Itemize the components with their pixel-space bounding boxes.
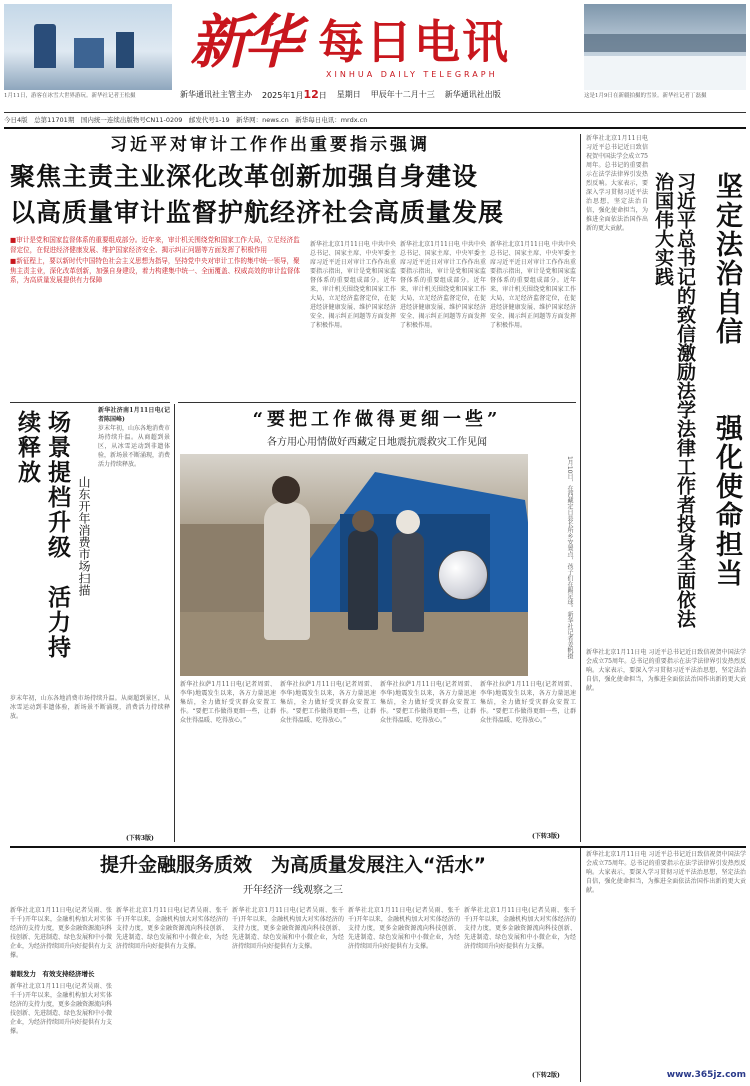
child-head-shape xyxy=(396,510,420,534)
left-column-body-bottom: 岁末年初，山东各地消费市场持续升温。从商超到景区，从冰雪运动到非遗体验，新场景不断涌现，消费活力持续释放。 xyxy=(10,695,170,720)
bottom-story-body-col-3: 新华社北京1月11日电(记者吴雨、张千千)开年以来，金融机构加大对实体经济的支持力度，更多金融资源流向科技创新、先进制造、绿色发展和中小微企业，为经济持续回升向好提供有力支撑。 xyxy=(232,907,344,950)
football-shape xyxy=(438,550,488,600)
right-column-body-top: 新华社北京1月11日电 习近平总书记近日致信祝贺中国法学会成立75周年。总书记的重要指示在法学法律界引发热烈反响。大家表示，要深入学习贯彻习近平法治思想，坚定法治自信，强化使命担当，为推进全面依法治国作出新的更大贡献。 xyxy=(586,135,648,232)
ice-sculpture-shape xyxy=(116,32,134,68)
masthead-logo-english: XINHUA DAILY TELEGRAPH xyxy=(326,70,498,79)
bottom-story-body-col-1: 新华社北京1月11日电(记者吴雨、张千千)开年以来，金融机构加大对实体经济的支持力度，更多金融资源流向科技创新、先进制造、绿色发展和中小微企业，为经济持续回升向好提供有力支撑。 xyxy=(10,907,112,959)
feature-body-col-4: 新华社拉萨1月11日电(记者周雷、李华)地震发生以来，各方力量迅速集结，全力做好受灾群众安置工作。“要把工作做得更细一些，让群众住得温暖、吃得放心。” xyxy=(480,681,576,724)
left-column-continue: (下转3版) xyxy=(126,835,154,842)
masthead-logo-calligraphy: 新华 xyxy=(190,8,299,76)
masthead-rule xyxy=(4,112,746,113)
bottom-story-body-col-4: 新华社北京1月11日电(记者吴雨、张千千)开年以来，金融机构加大对实体经济的支持力度，更多金融资源流向科技创新、先进制造、绿色发展和中小微企业，为经济持续回升向好提供有力支撑。 xyxy=(348,907,460,950)
left-column-headline: 场景提档升级 活力持续释放 xyxy=(14,410,70,660)
feature-top-rule xyxy=(178,402,576,403)
left-column-body: 岁末年初，山东各地消费市场持续升温。从商超到景区，从冰雪运动到非遗体验，新场景不断涌现，消费活力持续释放。 xyxy=(98,425,170,468)
right-column-divider xyxy=(580,134,581,842)
bottom-story-subsection: 着眼发力 有效支持经济增长 xyxy=(10,970,95,978)
child-head-shape xyxy=(352,510,374,532)
child-figure-shape xyxy=(392,532,424,632)
right-column-headline-2: 强化使命担当 xyxy=(711,414,742,588)
top-story-body-col-2: 新华社北京1月11日电 中共中央总书记、国家主席、中央军委主席习近平近日对审计工作作出重要指示指出，审计是党和国家监督体系的重要组成部分。近年来，审计机关围绕党和国家工作大局，立足经济监督定位，在促进经济健康发展、维护国家经济安全、揭示纠正问题等方面发挥了积极作用。 xyxy=(400,241,486,329)
watermark-text: www.365jz.com xyxy=(666,1070,746,1080)
top-story-kicker: 习近平对审计工作作出重要指示强调 xyxy=(110,135,430,155)
right-column-headline-1: 坚定法治自信 xyxy=(711,172,742,346)
tree-line-shape xyxy=(584,34,746,52)
feature-photo xyxy=(180,454,528,676)
child-figure-shape xyxy=(348,530,378,630)
right-column-subhead: 习近平总书记的致信激励法学法律工作者投身全面依法治国伟大实践 xyxy=(652,172,696,628)
masthead-logo-text: 每日电讯 xyxy=(318,15,510,69)
bullet-square-icon: ■ xyxy=(10,236,17,244)
feature-body-col-2: 新华社拉萨1月11日电(记者周雷、李华)地震发生以来，各方力量迅速集结，全力做好受灾群众安置工作。“要把工作做得更细一些，让群众住得温暖、吃得放心。” xyxy=(280,681,376,724)
sponsor-text: 新华通讯社主管主办 xyxy=(180,90,252,99)
summary-bullet-2: ■新征程上，要以新时代中国特色社会主义思想为指导，坚持党中央对审计工作的集中统一领导，聚焦主责主业，深化改革创新，加强自身建设，着力构建集中统一、全面覆盖、权威高效的审计监督体系，为高质量发展提供有力保障 xyxy=(10,257,301,284)
right-column-body-bottom: 新华社北京1月11日电 习近平总书记近日致信祝贺中国法学会成立75周年。总书记的重要指示在法学法律界引发热烈反响。大家表示，要深入学习贯彻习近平法治思想，坚定法治自信，强化使命担当，为推进全面依法治国作出新的更大贡献。 xyxy=(586,649,746,692)
summary-bullet-1: ■审计是党和国家监督体系的重要组成部分。近年来，审计机关围绕党和国家工作大局，立足经济监督定位，在促进经济健康发展、维护国家经济安全、揭示纠正问题等方面发挥了积极作用 xyxy=(10,236,300,254)
feature-photo-caption: 1月10日，在西藏定日县长所乡安置点，孩子们在踢足球。新华社记者姜帆摄 xyxy=(566,456,573,660)
left-column-dateline: 新华社济南1月11日电(记者陈国峰) xyxy=(98,407,170,423)
bottom-story-subhead: 开年经济一线观察之三 xyxy=(243,885,343,896)
right-column-body-continued: 新华社北京1月11日电 习近平总书记近日致信祝贺中国法学会成立75周年。总书记的重要指示在法学法律界引发热烈反响。大家表示，要深入学习贯彻习近平法治思想，坚定法治自信，强化使命担当，为推进全面依法治国作出新的更大贡献。 xyxy=(586,851,746,894)
bullet-square-icon: ■ xyxy=(10,257,17,265)
top-story-headline-1: 聚焦主责主业深化改革创新加强自身建设 xyxy=(10,162,479,191)
bottom-story-headline: 提升金融服务质效 为高质量发展注入“活水” xyxy=(100,854,486,876)
feature-subtitle: 各方用心用情做好西藏定日地震抗震救灾工作见闻 xyxy=(267,437,487,448)
feature-body-col-1: 新华社拉萨1月11日电(记者周雷、李华)地震发生以来，各方力量迅速集结，全力做好受灾群众安置工作。“要把工作做得更细一些，让群众住得温暖、吃得放心。” xyxy=(180,681,276,724)
info-bar: 今日4版 总第11701期 国内统一连续出版物号CN11-0209 邮发代号1-19 新华网：news.cn 新华每日电讯：mrdx.cn xyxy=(4,116,368,124)
info-bar-rule xyxy=(4,127,746,129)
ice-sculpture-shape xyxy=(74,38,104,68)
feature-title: “要把工作做得更细一些” xyxy=(252,409,502,430)
publisher-text: 新华通讯社出版 xyxy=(444,90,501,99)
top-story-headline-2: 以高质量审计监督护航经济社会高质量发展 xyxy=(10,198,505,227)
bottom-story-body-col-1b: 新华社北京1月11日电(记者吴雨、张千千)开年以来，金融机构加大对实体经济的支持力度，更多金融资源流向科技创新、先进制造、绿色发展和中小微企业，为经济持续回升向好提供有力支撑。 xyxy=(10,983,112,1035)
top-story-summary xyxy=(10,236,302,332)
issue-date-day: 12 xyxy=(303,88,319,101)
bottom-right-divider xyxy=(580,848,581,1082)
bottom-story-body-col-2: 新华社北京1月11日电(记者吴雨、张千千)开年以来，金融机构加大对实体经济的支持力度，更多金融资源流向科技创新、先进制造、绿色发展和中小微企业，为经济持续回升向好提供有力支撑。 xyxy=(116,907,228,950)
masthead-left-caption: 1月11日，游客在冰雪大世界游玩。新华社记者王松摄 xyxy=(4,93,136,99)
left-column-subhead: 山东开年消费市场扫描 xyxy=(77,476,91,596)
child-figure-shape xyxy=(264,502,310,640)
feature-continue: (下转3版) xyxy=(532,833,560,840)
issue-date: 2025年1月12日 xyxy=(262,88,327,101)
masthead-right-photo xyxy=(584,4,746,90)
bottom-story-top-rule xyxy=(10,846,746,848)
masthead-right-caption: 这是1月9日在新疆拍摄的雪景。新华社记者丁磊摄 xyxy=(584,93,707,99)
child-head-shape xyxy=(272,476,300,504)
top-story-body-col-3: 新华社北京1月11日电 中共中央总书记、国家主席、中央军委主席习近平近日对审计工作作出重要指示指出，审计是党和国家监督体系的重要组成部分。近年来，审计机关围绕党和国家工作大局，立足经济监督定位，在促进经济健康发展、维护国家经济安全、揭示纠正问题等方面发挥了积极作用。 xyxy=(490,241,576,329)
top-story-body-col-1: 新华社北京1月11日电 中共中央总书记、国家主席、中央军委主席习近平近日对审计工作作出重要指示指出，审计是党和国家监督体系的重要组成部分。近年来，审计机关围绕党和国家工作大局，立足经济监督定位，在促进经济健康发展、维护国家经济安全、揭示纠正问题等方面发挥了积极作用。 xyxy=(310,241,396,329)
masthead-dateline xyxy=(180,88,582,102)
ice-sculpture-shape xyxy=(34,24,56,68)
bottom-story-continue: (下转2版) xyxy=(532,1072,560,1079)
left-column-top-rule xyxy=(10,402,170,403)
lunar-date: 甲辰年十二月十三 xyxy=(370,90,435,99)
masthead-left-photo xyxy=(4,4,172,90)
weekday-text: 星期日 xyxy=(336,90,361,99)
feature-body-col-3: 新华社拉萨1月11日电(记者周雷、李华)地震发生以来，各方力量迅速集结，全力做好受灾群众安置工作。“要把工作做得更细一些，让群众住得温暖、吃得放心。” xyxy=(380,681,476,724)
snow-ground-shape xyxy=(584,56,746,90)
bottom-story-body-col-5: 新华社北京1月11日电(记者吴雨、张千千)开年以来，金融机构加大对实体经济的支持力度，更多金融资源流向科技创新、先进制造、绿色发展和中小微企业，为经济持续回升向好提供有力支撑。 xyxy=(464,907,576,950)
left-column-divider xyxy=(174,404,175,842)
